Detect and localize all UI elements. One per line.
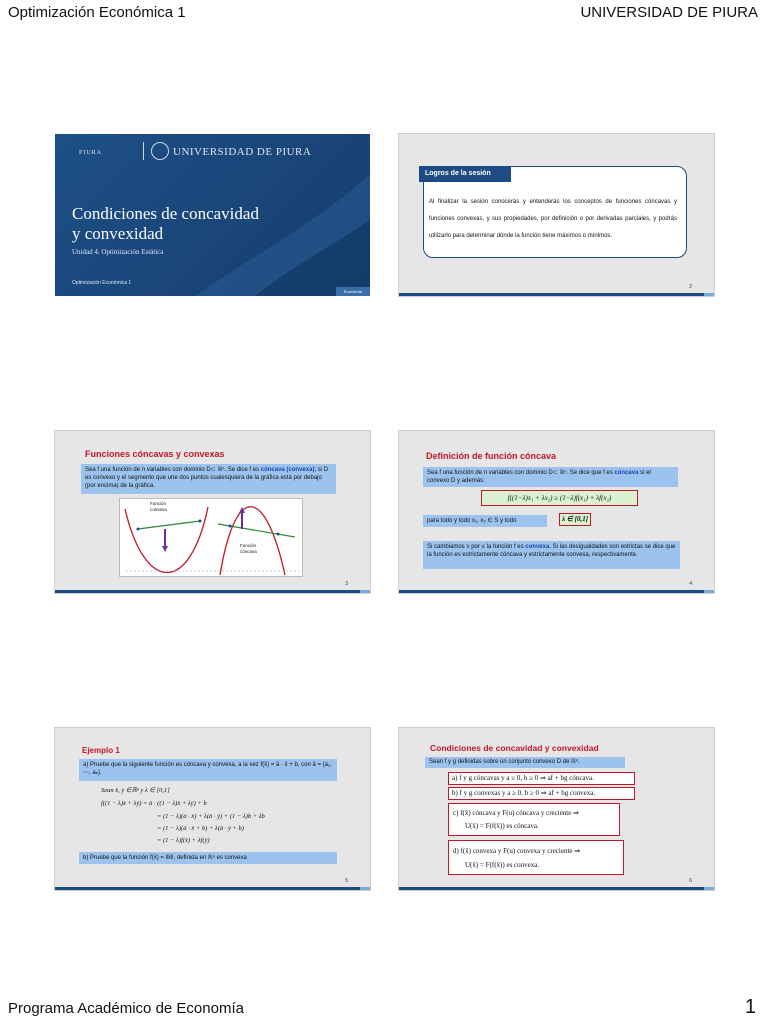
convexity-note bbox=[423, 541, 680, 569]
university-seal-icon bbox=[151, 142, 169, 160]
condition-c-line-1: c) f(x̄) cóncava y F(u) cóncava y creciente ⇒ bbox=[453, 809, 579, 817]
university-logo: UNIVERSIDAD DE PIURA bbox=[173, 146, 312, 158]
slide-subtitle: Unidad 4. Optimización Estática bbox=[72, 248, 164, 256]
label-concava-2: cóncava bbox=[240, 549, 257, 554]
definition-text: Sea f una función de n variables con dominio D⊂ ℝⁿ. Se dice que f es bbox=[427, 470, 613, 476]
slide-4 bbox=[399, 431, 714, 593]
note-highlight: convexa bbox=[525, 544, 550, 550]
slide-number: 4 bbox=[689, 581, 692, 587]
definition-highlight: cóncava (convexa) bbox=[260, 467, 315, 473]
slide-bar bbox=[399, 887, 714, 890]
condition-box: para todo y todo x₁, x₂ ∈ S y todo bbox=[423, 515, 547, 527]
proof-line-5: = (1 − λ)f(x̄) + λf(ȳ) bbox=[157, 837, 210, 844]
note-text: Si cambiamos ≥ por ≤ la función f es bbox=[427, 544, 526, 550]
condition-d-line-1: d) f(x̄) convexa y F(u) convexa y creciente ⇒ bbox=[453, 847, 581, 855]
slide-3 bbox=[55, 431, 370, 593]
slide-title: Definición de función cóncava bbox=[426, 451, 557, 461]
condition-d-line-2: U(x̄) = F(f(x̄)) es convexa. bbox=[465, 861, 540, 869]
logo-small: PIURA bbox=[79, 150, 103, 156]
slide-number: 2 bbox=[689, 284, 692, 290]
slide-number: 6 bbox=[689, 878, 692, 884]
slide-bar bbox=[55, 590, 370, 593]
title-line-1: Condiciones de concavidad bbox=[72, 204, 259, 223]
concavity-formula: f((1−λ)x₁ + λx₂) ≥ (1−λ)f(x₁) + λf(x₂) bbox=[481, 490, 638, 506]
concavity-graph bbox=[120, 499, 302, 576]
slide-number: 3 bbox=[345, 581, 348, 587]
label-convexa bbox=[150, 501, 167, 513]
definition-box bbox=[81, 464, 336, 494]
label-convexa-1: Función bbox=[150, 501, 167, 506]
definition-highlight: cóncava bbox=[614, 470, 639, 476]
slide-bar bbox=[399, 590, 714, 593]
proof-line-1: Sean x̄, ȳ ∈ℝⁿ y λ ∈ [0,1] bbox=[101, 787, 170, 794]
goals-box-title: Logros de la sesión bbox=[419, 166, 511, 182]
lambda-range: λ ∈ [0,1] bbox=[559, 513, 591, 526]
slide-footer: Optimización Económica 1 bbox=[72, 280, 132, 286]
condition-b: b) f y g convexas y a ≥ 0, b ≥ 0 ⇒ af + bg convexa. bbox=[448, 787, 635, 800]
page-number: 1 bbox=[744, 996, 756, 1018]
condition-a: a) f y g cóncavas y a ≥ 0, b ≥ 0 ⇒ af + bg cóncava. bbox=[448, 772, 635, 785]
proof-line-3: = (1 − λ)(ā · x̄) + λ(ā · ȳ) + (1 − λ)b + λb bbox=[157, 813, 265, 820]
definition-text-2: ; si D es convexo y el segmento que une dos puntos cualesquiera de la gráfica está por debajo (por encima) de la gráfica. bbox=[85, 467, 329, 489]
definition-text: Sea f una función de n variables con dominio D⊂ ℝⁿ. Se dice f es bbox=[85, 467, 260, 473]
slide-bar bbox=[55, 887, 370, 890]
title-line-2: y convexidad bbox=[72, 224, 164, 243]
slide-tag: Economía bbox=[336, 287, 370, 296]
slide-1 bbox=[55, 134, 370, 296]
definition-text-end: si el convexo D y además: bbox=[427, 470, 651, 484]
page-header-left: Optimización Económica 1 bbox=[8, 4, 186, 21]
proof-line-2: f((1 − λ)x̄ + λȳ) = ā · ((1 − λ)x̄ + λȳ) + b bbox=[101, 800, 207, 807]
definition-box bbox=[423, 467, 678, 487]
label-concava-1: Función bbox=[240, 543, 257, 548]
slide-6 bbox=[399, 728, 714, 890]
slide-title: Condiciones de concavidad y convexidad bbox=[430, 743, 599, 753]
page-footer-left: Programa Académico de Economía bbox=[8, 1000, 244, 1017]
condition-c bbox=[448, 803, 620, 836]
label-concava bbox=[240, 543, 257, 555]
page-header-right: UNIVERSIDAD DE PIURA bbox=[580, 4, 758, 21]
slide-bar bbox=[399, 293, 714, 296]
logo-separator bbox=[143, 142, 144, 160]
conditions-intro: Sean f y g definidas sobre un conjunto convexo D de ℝⁿ. bbox=[425, 757, 625, 768]
condition-d bbox=[448, 840, 624, 875]
part-b-box: b) Pruebe que la función f(x̄) = ‖x̄‖, definida en ℝⁿ es convexa bbox=[79, 852, 337, 864]
label-convexa-2: convexa bbox=[150, 507, 167, 512]
slide-title: Ejemplo 1 bbox=[82, 746, 120, 755]
part-a-box: a) Pruebe que la siguiente función es cóncava y convexa, a la vez f(x̄) = ā · x̄ + b, con ā = (a₁, ⋯, aₙ). bbox=[79, 759, 337, 781]
proof-line-4: = (1 − λ)(ā · x̄ + b) + λ(ā · ȳ + b) bbox=[157, 825, 244, 832]
concavity-figure bbox=[119, 498, 303, 577]
slide-number: 5 bbox=[345, 878, 348, 884]
goals-text: Al finalizar la sesión conocerás y entenderás los conceptos de funciones cóncavas y funciones convexas, y sus propiedades, por definición o por derivadas parciales, y podrás utilizarlo para determinar dónde la función tiene máximos o mínimos. bbox=[429, 199, 677, 239]
slide-5 bbox=[55, 728, 370, 890]
condition-c-line-2: U(x̄) = F(f(x̄)) es cóncava. bbox=[465, 822, 539, 830]
note-text-2: . Si las desigualdades son estrictas se dice que la función es estrictamente cóncava y estrictamente convexa, respectivamente. bbox=[427, 544, 676, 558]
slide-title bbox=[72, 204, 332, 244]
slide-2 bbox=[399, 134, 714, 296]
slide-title: Funciones cóncavas y convexas bbox=[85, 449, 225, 459]
